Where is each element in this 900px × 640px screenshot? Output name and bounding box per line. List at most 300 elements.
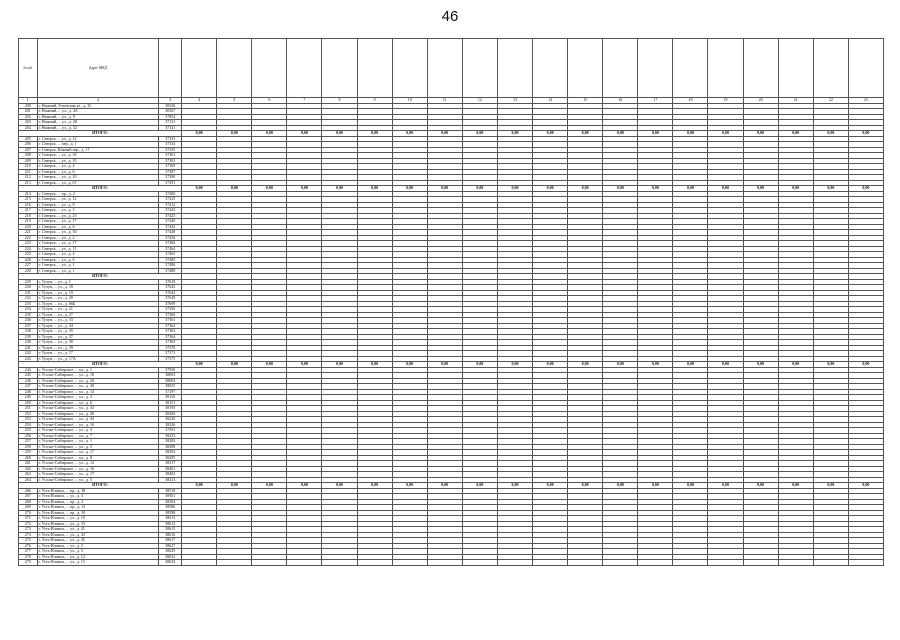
total-value: 0,00 [462,362,497,368]
row-number: 227 [19,263,38,269]
row-code: 38294 [159,450,182,456]
column-number: 11 [427,98,462,104]
row-code: 37141 [159,125,182,131]
row-address: г. Усолье-Сибирское, ... ул., д. 16 [37,422,159,428]
row-address: г. Северск, ... ул., д. 11 [37,246,159,252]
row-code: 38614 [159,521,182,527]
row-number: 245 [19,373,38,379]
row-code: 37197 [159,389,182,395]
row-code: 37440 [159,219,182,225]
row-number: 233 [19,301,38,307]
row-code: 38282 [159,439,182,445]
row-address: г. Усолье-Сибирское, ... ул., д. 1 [37,439,159,445]
column-number: 16 [603,98,638,104]
total-value: 0,00 [497,362,532,368]
total-value: 0,00 [357,362,392,368]
row-code: 37381 [159,158,182,164]
row-number: 239 [19,334,38,340]
row-number: 232 [19,296,38,302]
column-header [182,39,217,98]
row-number: 253 [19,417,38,423]
row-number: 201 [19,109,38,115]
row-number: 206 [19,142,38,148]
total-value: 0,00 [427,362,462,368]
total-label: ИТОГО: [19,131,182,137]
row-address: г. Тулун, ... ул., д. 35 [37,329,159,335]
row-number: 246 [19,378,38,384]
row-address: г. Усолье-Сибирское, ... ул., д. 18 [37,373,159,379]
total-value: 0,00 [708,483,743,489]
row-address: г. Усть-Илимск, ... пр., д. 2 [37,499,159,505]
row-number: 212 [19,175,38,181]
row-cell [778,560,813,566]
row-code: 30507 [159,109,182,115]
total-value: 0,00 [322,186,357,192]
column-header [287,39,322,98]
total-value: 0,00 [182,186,217,192]
row-cell [497,560,532,566]
column-header [708,39,743,98]
total-value: 0,00 [217,131,252,137]
row-code: 37485 [159,257,182,263]
total-value: 0,00 [813,483,848,489]
total-value: 0,00 [638,186,673,192]
row-number: 200 [19,103,38,109]
page-number: 46 [441,8,459,25]
row-address: г. Северск, ... ул., д. 4 [37,164,159,170]
column-header [778,39,813,98]
row-code: 38401 [159,466,182,472]
row-number: 211 [19,169,38,175]
column-header [252,39,287,98]
row-code: 38226 [159,422,182,428]
row-number: 207 [19,147,38,153]
row-address: г. Северск, Южный пер., д. 17 [37,147,159,153]
column-header [533,39,568,98]
row-address: г. Северск, ... ул., д. 12 [37,197,159,203]
column-number: 12 [462,98,497,104]
total-value: 0,00 [638,131,673,137]
row-code: 37591 [159,428,182,434]
total-value: 0,00 [392,131,427,137]
row-address: г. Усолье-Сибирское, ... ул., д. 43 [37,417,159,423]
row-number: 276 [19,543,38,549]
row-cell [533,560,568,566]
total-value: 0,00 [252,483,287,489]
column-header [813,39,848,98]
total-value: 0,00 [603,186,638,192]
row-number: 255 [19,428,38,434]
row-address: г. Усолье-Сибирское, ... ул., д. 30 [37,384,159,390]
row-code: 38317 [159,461,182,467]
column-number: 21 [778,98,813,104]
total-value: 0,00 [287,131,322,137]
total-value: 0,00 [322,483,357,489]
row-address: г. Усолье-Сибирское, ... ул., д. 16 [37,466,159,472]
row-cell [673,560,708,566]
row-code: 37854 [159,114,182,120]
total-value: 0,00 [533,131,568,137]
row-address: г. Тулун, ... ул., д. 17 [37,351,159,357]
row-address: г. Усолье-Сибирское, ... ул., д. 20 [37,378,159,384]
total-label: ИТОГО: [19,186,182,192]
column-number: 1 [19,98,38,104]
column-header [638,39,673,98]
total-value: 0,00 [743,186,778,192]
total-value: 0,00 [743,362,778,368]
row-number: 210 [19,164,38,170]
row-address: г. Тулун, ... ул., д. 1 [37,279,159,285]
header-row [19,39,884,98]
row-address: г. Северск, ... пер., д. 1 [37,142,159,148]
total-value: 0,00 [848,362,883,368]
row-code: 38150 [159,395,182,401]
row-cell [743,560,778,566]
row-number: 220 [19,224,38,230]
row-cell [708,560,743,566]
row-number: 238 [19,329,38,335]
row-code: 37350 [159,307,182,313]
column-header [357,39,392,98]
row-code: 37465 [159,252,182,258]
row-number: 243 [19,356,38,362]
row-code: 38598 [159,510,182,516]
row-code: 37361 [159,318,182,324]
row-code: 37335 [159,147,182,153]
row-address: г. Тулун, ... ул., д. 33 [37,318,159,324]
row-number: 222 [19,235,38,241]
column-header [673,39,708,98]
row-address: г. Усть-Илимск, ... ул., д. 3 [37,549,159,555]
total-value: 0,00 [322,131,357,137]
row-address: г. Усолье-Сибирское, ... ул., д. 17 [37,472,159,478]
row-code: 38035 [159,384,182,390]
column-number: 7 [287,98,322,104]
total-value: 0,00 [462,186,497,192]
row-address: г. Северск, ... ул., д. 8 [37,202,159,208]
column-header [497,39,532,98]
total-value: 0,00 [287,483,322,489]
row-address: г. Тулун, ... ул., д. 34 [37,323,159,329]
row-address: г. Северск, ... ул., д. 1 [37,263,159,269]
total-value: 0,00 [708,362,743,368]
row-code: 37699 [159,301,182,307]
row-code: 38627 [159,543,182,549]
row-code: 38220 [159,417,182,423]
total-value: 0,00 [497,483,532,489]
total-value: 0,00 [182,362,217,368]
row-address: г. Усть-Илимск, ... ул., д. 43 [37,532,159,538]
row-address: г. Усть-Илимск, ... пр., д. 38 [37,488,159,494]
row-code: 37486 [159,263,182,269]
row-number: 237 [19,323,38,329]
row-number: 236 [19,318,38,324]
column-number: 18 [673,98,708,104]
row-number: 247 [19,384,38,390]
total-value: 0,00 [638,362,673,368]
row-number: 272 [19,521,38,527]
row-cell [848,560,883,566]
row-number: 203 [19,120,38,126]
row-number: 252 [19,411,38,417]
column-number: 17 [638,98,673,104]
row-number: 248 [19,389,38,395]
row-address: г. Нижний, Успенская ул., д. 35 [37,103,159,109]
row-code: 37400 [159,191,182,197]
row-number: 270 [19,510,38,516]
row-address: г. Северск, ... ул., д. 3 [37,208,159,214]
row-code: 38151 [159,400,182,406]
row-address: г. Тулун, ... ул., д. 27 [37,312,159,318]
total-value: 0,00 [568,186,603,192]
row-number: 278 [19,554,38,560]
row-number: 205 [19,136,38,142]
column-number: 20 [743,98,778,104]
row-number: 221 [19,230,38,236]
total-value: 0,00 [708,186,743,192]
total-value: 0,00 [357,131,392,137]
total-value: 0,00 [392,186,427,192]
row-number: 258 [19,444,38,450]
row-cell [357,560,392,566]
column-number: 14 [533,98,568,104]
row-address: г. Усолье-Сибирское, ... ул., д. 8 [37,455,159,461]
row-code: 37415 [159,197,182,203]
row-number: 218 [19,213,38,219]
row-address: г. Северск, ... ул., д. 10 [37,175,159,181]
row-cell [392,560,427,566]
column-number: 19 [708,98,743,104]
row-code: 38652 [159,554,182,560]
column-number: 22 [813,98,848,104]
row-number: 235 [19,312,38,318]
row-address: г. Северск, ... ул., д. 30 [37,230,159,236]
column-header: Адрес МКД [37,39,159,98]
column-number: 3 [159,98,182,104]
row-address: г. Усть-Илимск, ... ул., д. 12 [37,554,159,560]
row-address: г. Усолье-Сибирское, ... ул., д. 3 [37,395,159,401]
row-address: г. Усолье-Сибирское, ... ул., д. 14 [37,389,159,395]
row-code: 37460 [159,241,182,247]
total-value: 0,00 [497,186,532,192]
column-header [427,39,462,98]
total-value: 0,00 [673,186,708,192]
row-code: 38003 [159,373,182,379]
row-cell [322,560,357,566]
row-code: 38561 [159,494,182,500]
row-code: 38295 [159,455,182,461]
row-address: г. Усолье-Сибирское, ... ул., д. 40 [37,411,159,417]
row-address: г. Северск, ... ул., д. 23 [37,213,159,219]
row-address: г. Нижний, ... ул., д. 32 [37,125,159,131]
row-code: 38613 [159,516,182,522]
row-code: 37464 [159,246,182,252]
row-address: г. Северск, ... ул., д. 12 [37,136,159,142]
data-table-sheet [18,38,884,566]
row-code: 37365 [159,340,182,346]
total-value: 0,00 [252,131,287,137]
total-value: 0,00 [217,186,252,192]
row-code: 37370 [159,345,182,351]
row-number: 229 [19,279,38,285]
row-code: 37423 [159,208,182,214]
total-value: 0,00 [673,131,708,137]
row-code: 37131 [159,120,182,126]
column-header [743,39,778,98]
row-address: г. Северск, ... пр., д. 2 [37,191,159,197]
total-value: 0,00 [603,483,638,489]
row-address: г. Тулун, ... ул., д. 19 [37,290,159,296]
row-number: 263 [19,472,38,478]
row-address: г. Тулун, ... ул., д. 37 [37,334,159,340]
row-code: 38617 [159,538,182,544]
total-value: 0,00 [427,483,462,489]
column-header [159,39,182,98]
row-code: 38586 [159,505,182,511]
column-number: 8 [322,98,357,104]
row-code: 37363 [159,329,182,335]
column-number: 5 [217,98,252,104]
row-address: г. Северск, ... ул., д. 17 [37,241,159,247]
row-code: 30526 [159,103,182,109]
total-value: 0,00 [252,362,287,368]
row-address: г. Усолье-Сибирское, ... ул., д. 3 [37,428,159,434]
row-code: 37456 [159,235,182,241]
row-address: г. Нижний, ... ул., д. 9 [37,114,159,120]
row-number: 251 [19,406,38,412]
total-value: 0,00 [603,362,638,368]
row-code: 38253 [159,433,182,439]
column-number: 9 [357,98,392,104]
column-header [848,39,883,98]
row-cell [462,560,497,566]
row-address: г. Усолье-Сибирское, ... ул., д. 1 [37,367,159,373]
row-number: 230 [19,285,38,291]
row-number: 279 [19,560,38,566]
row-number: 264 [19,477,38,483]
row-number: 275 [19,538,38,544]
row-code: 37362 [159,323,182,329]
row-number: 224 [19,246,38,252]
row-address: г. Усть-Илимск, ... ул., д. 15 [37,560,159,566]
column-header [568,39,603,98]
total-value: 0,00 [778,483,813,489]
total-value: 0,00 [533,483,568,489]
row-code: 37390 [159,175,182,181]
row-number: 271 [19,516,38,522]
row-code: 38584 [159,499,182,505]
row-code: 37488 [159,268,182,274]
row-code: 37443 [159,224,182,230]
row-code: 37649 [159,296,182,302]
row-number: 244 [19,367,38,373]
row-number: 266 [19,488,38,494]
row-code: 37361 [159,153,182,159]
row-cell [638,560,673,566]
row-number: 242 [19,351,38,357]
total-value: 0,00 [392,362,427,368]
total-value: 0,00 [813,186,848,192]
row-code: 37391 [159,180,182,186]
row-cell [568,560,603,566]
row-code: 38403 [159,472,182,478]
row-code: 38615 [159,527,182,533]
row-number: 250 [19,400,38,406]
row-address: г. Северск, ... ул., д. 17 [37,219,159,225]
row-address: г. Северск, ... ул., д. 1 [37,268,159,274]
row-number: 256 [19,433,38,439]
total-value: 0,00 [322,362,357,368]
row-address: г. Северск, ... ул., д. 6 [37,257,159,263]
total-label: ИТОГО: [19,362,182,368]
data-table [18,38,884,566]
row-address: г. Усть-Илимск, ... ул., д. 33 [37,521,159,527]
total-value: 0,00 [848,483,883,489]
column-number: 23 [848,98,883,104]
row-address: г. Усолье-Сибирское, ... ул., д. 17 [37,450,159,456]
total-value: 0,00 [392,483,427,489]
total-value: 0,00 [287,186,322,192]
total-value: 0,00 [287,362,322,368]
column-header [462,39,497,98]
row-code: 37387 [159,169,182,175]
row-cell [603,560,638,566]
total-value: 0,00 [182,131,217,137]
row-address: г. Усть-Илимск, ... пр., д. 30 [37,510,159,516]
row-number: 268 [19,499,38,505]
column-number: 15 [568,98,603,104]
row-cell [217,560,252,566]
row-address: г. Северск, ... ул., д. 35 [37,158,159,164]
row-address: г. Тулун, ... ул., д. 66Б [37,301,159,307]
row-code: 37643 [159,285,182,291]
row-code: 37369 [159,164,182,170]
column-header [603,39,638,98]
row-cell [813,560,848,566]
total-value: 0,00 [427,186,462,192]
row-number: 214 [19,191,38,197]
row-number: 277 [19,549,38,555]
row-address: г. Северск, ... ул., д. 4 [37,252,159,258]
row-code: 38004 [159,378,182,384]
row-code: 37364 [159,334,182,340]
row-address: г. Северск, ... ул., д. 33 [37,153,159,159]
row-number: 219 [19,219,38,225]
row-code: 37360 [159,312,182,318]
row-number: 262 [19,466,38,472]
row-number: 249 [19,395,38,401]
row-number: 257 [19,439,38,445]
row-address: г. Нижний, ... ул., д. 28 [37,120,159,126]
row-number: 217 [19,208,38,214]
row-number: 240 [19,340,38,346]
total-value: 0,00 [427,131,462,137]
row-address: г. Усолье-Сибирское, ... ул., д. 6 [37,400,159,406]
row-code: 37618 [159,279,182,285]
total-value: 0,00 [848,131,883,137]
total-value: 0,00 [533,362,568,368]
row-address: г. Усолье-Сибирское, ... ул., д. 5 [37,444,159,450]
total-value: 0,00 [778,362,813,368]
row-number: 204 [19,125,38,131]
row-code: 37950 [159,367,182,373]
row-number: 259 [19,450,38,456]
total-value: 0,00 [638,483,673,489]
row-code: 38206 [159,411,182,417]
row-number: 273 [19,527,38,533]
total-label: ИТОГО: [19,483,182,489]
column-header [322,39,357,98]
